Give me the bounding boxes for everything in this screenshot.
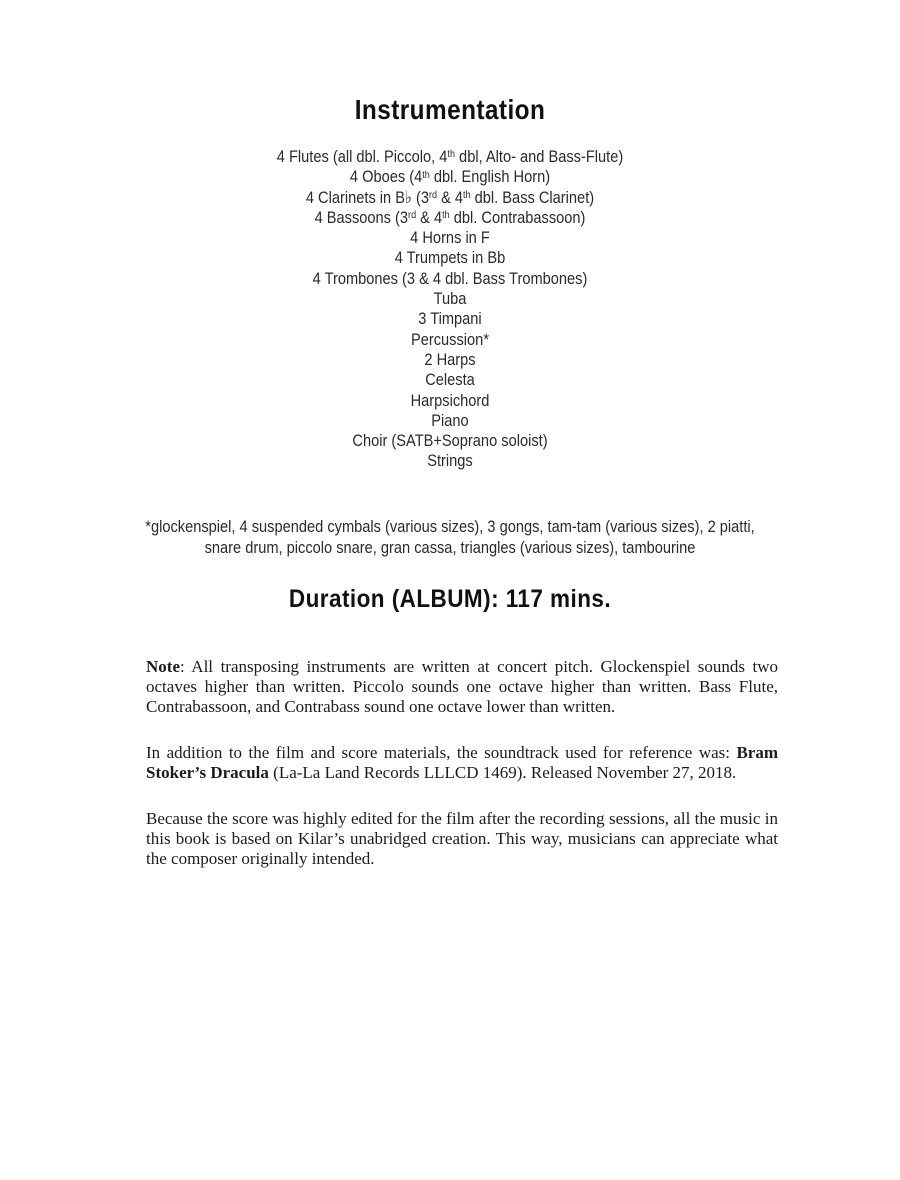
instrument-line (63, 208, 837, 228)
superscript-text: rd (408, 209, 417, 222)
text-run: *glockenspiel, 4 suspended cymbals (various sizes), 3 gongs, tam-tam (various sizes), 2 piatti, (145, 516, 755, 536)
text-run: snare drum, piccolo snare, gran cassa, triangles (various sizes), tambourine (204, 538, 696, 558)
paragraph (146, 809, 778, 869)
instrument-line (63, 370, 837, 390)
text-run: 4 Oboes (4 (349, 167, 423, 187)
text-run: (La-La Land Records LLLCD 1469). Released November 27, 2018. (268, 762, 737, 782)
instrument-line (63, 248, 837, 268)
instrument-line (63, 391, 837, 411)
text-run: 4 Clarinets in B♭ (3 (305, 187, 429, 207)
superscript-text: rd (428, 188, 438, 201)
duration-heading: Duration (ALBUM): 117 mins. (288, 584, 612, 613)
page-title: Instrumentation (354, 94, 546, 125)
text-run: Piano (431, 410, 469, 430)
instrument-line (63, 167, 837, 187)
instrument-line (63, 350, 837, 370)
text-run: In addition to the film and score materials, the soundtrack used for reference was: (146, 742, 737, 762)
instrument-line (63, 228, 837, 248)
text-run: 4 Trombones (3 & 4 dbl. Bass Trombones) (312, 268, 588, 288)
text-run: & 4 (416, 207, 443, 227)
text-run: Tuba (433, 289, 467, 309)
text-run: : All transposing instruments are written at concert pitch. Glockenspiel sounds two octaves higher than written. Piccolo sounds one octave higher than written. Bass Flute, Contrabassoon, and Contrabass sound one octave lower than written. (146, 656, 778, 716)
text-run: 2 Harps (424, 349, 476, 369)
instrument-line (63, 411, 837, 431)
percussion-footnote (63, 516, 837, 559)
superscript-text: th (442, 209, 450, 222)
instrument-line (63, 309, 837, 329)
text-run: dbl, Alto- and Bass-Flute) (454, 147, 624, 166)
text-run: Choir (SATB+Soprano soloist) (352, 431, 548, 451)
text-run: 4 Horns in F (410, 228, 490, 248)
paragraph (146, 743, 778, 783)
instrument-line (63, 147, 837, 167)
text-run: Harpsichord (410, 390, 490, 410)
instrument-line (63, 188, 837, 208)
superscript-text: th (422, 168, 430, 181)
paragraph (146, 657, 778, 717)
instrument-line (63, 451, 837, 471)
text-run: Celesta (425, 370, 475, 390)
instrument-line (63, 330, 837, 350)
text-run: 4 Trumpets in Bb (394, 248, 506, 268)
body-paragraphs (146, 657, 778, 869)
text-run: Bram Stoker’s Dracula (146, 742, 778, 782)
footnote-line (63, 516, 837, 538)
text-run: Percussion* (410, 329, 490, 349)
text-run: & 4 (437, 187, 464, 207)
instrument-line (63, 269, 837, 289)
superscript-text: th (447, 148, 455, 161)
instrument-list (63, 147, 837, 472)
instrument-line (63, 431, 837, 451)
text-run: 3 Timpani (418, 309, 482, 329)
text-run: 4 Bassoons (3 (314, 207, 409, 227)
text-run: 4 Flutes (all dbl. Piccolo, 4 (276, 147, 448, 166)
footnote-line (63, 537, 837, 559)
text-run: dbl. Contrabassoon) (449, 207, 586, 227)
text-run: dbl. English Horn) (429, 167, 551, 187)
instrument-line (63, 289, 837, 309)
text-run: dbl. Bass Clarinet) (470, 187, 595, 207)
text-run: Strings (427, 451, 473, 471)
text-run: Because the score was highly edited for the film after the recording sessions, all the music in this book is based on Kilar’s unabridged creation. This way, musicians can appreciate what the composer originally intended. (146, 808, 778, 868)
superscript-text: th (463, 188, 471, 201)
text-run: Note (146, 656, 180, 676)
